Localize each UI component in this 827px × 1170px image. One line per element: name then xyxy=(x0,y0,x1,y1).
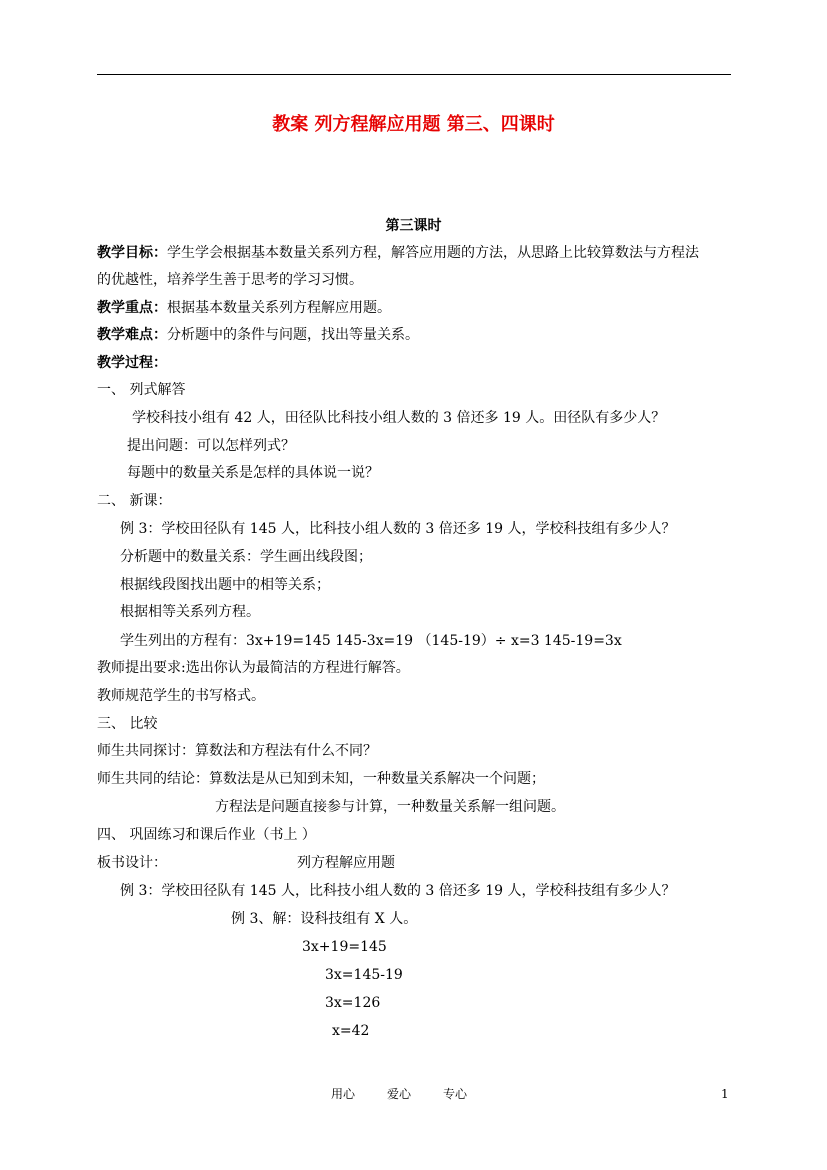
solution-step: 3x=126 xyxy=(325,995,381,1011)
board-example: 例 3：学校田径队有 145 人，比科技小组人数的 3 倍还多 19 人，学校科技组有多少人？ xyxy=(120,883,676,899)
teacher-requirement: 教师提出要求:选出你认为最简洁的方程进行解答。 xyxy=(97,660,410,676)
board-solution-intro: 例 3、解：设科技组有 X 人。 xyxy=(231,911,418,927)
part2-equations: 学生列出的方程有：3x+19=145 145-3x=19 （145-19）÷ x=3 145-19=3x xyxy=(120,633,622,649)
part3-line: 师生共同的结论：算数法是从已知到未知，一种数量关系解决一个问题； xyxy=(97,771,545,787)
part1-heading: 一、 列式解答 xyxy=(97,382,186,398)
solution-step: 3x=145-19 xyxy=(325,967,403,983)
solution-step: x=42 xyxy=(332,1023,370,1039)
part1-line: 每题中的数量关系是怎样的具体说一说？ xyxy=(127,465,379,481)
page-number: 1 xyxy=(721,1087,729,1101)
teaching-goal-text: 学生学会根据基本数量关系列方程，解答应用题的方法，从思路上比较算数法与方程法 xyxy=(167,245,699,261)
teaching-goal-text-continued: 的优越性，培养学生善于思考的学习习惯。 xyxy=(97,272,363,288)
teaching-goal-label: 教学目标： xyxy=(97,245,167,261)
teaching-process-label-text: 教学过程： xyxy=(97,355,167,371)
part3-heading: 三、 比较 xyxy=(97,716,158,732)
teaching-key-text: 根据基本数量关系列方程解应用题。 xyxy=(167,300,391,316)
part3-line: 师生共同探讨：算数法和方程法有什么不同？ xyxy=(97,743,377,759)
part2-line: 根据线段图找出题中的相等关系； xyxy=(120,577,330,593)
part4-heading: 四、 巩固练习和课后作业（书上 ） xyxy=(97,827,316,843)
header-rule xyxy=(97,74,731,75)
board-design-title: 列方程解应用题 xyxy=(297,855,395,871)
teaching-key-label: 教学重点： xyxy=(97,300,167,316)
part2-line: 例 3：学校田径队有 145 人，比科技小组人数的 3 倍还多 19 人，学校科技组有多少人？ xyxy=(120,521,676,537)
part1-line: 学校科技小组有 42 人，田径队比科技小组人数的 3 倍还多 19 人。田径队有多少人？ xyxy=(132,410,666,426)
teaching-difficulty-label: 教学难点： xyxy=(97,327,167,343)
footer-word: 专心 xyxy=(443,1087,468,1101)
teacher-format-note: 教师规范学生的书写格式。 xyxy=(97,688,265,704)
board-design-label: 板书设计： xyxy=(97,855,167,871)
footer-word: 用心 xyxy=(331,1087,356,1101)
part1-line: 提出问题：可以怎样列式？ xyxy=(127,438,295,454)
footer-word: 爱心 xyxy=(387,1087,412,1101)
teaching-difficulty-text: 分析题中的条件与问题，找出等量关系。 xyxy=(167,327,419,343)
teaching-goal xyxy=(97,243,699,263)
part2-line: 分析题中的数量关系：学生画出线段图； xyxy=(120,549,372,565)
part2-line: 根据相等关系列方程。 xyxy=(120,604,260,620)
solution-step: 3x+19=145 xyxy=(302,939,387,955)
teaching-process-label xyxy=(97,353,167,373)
part3-line: 方程法是问题直接参与计算，一种数量关系解一组问题。 xyxy=(215,799,565,815)
section-title: 第三课时 xyxy=(385,218,442,234)
part2-heading: 二、 新课： xyxy=(97,493,172,509)
document-title: 教案 列方程解应用题 第三、四课时 xyxy=(272,114,555,135)
teaching-key-point xyxy=(97,298,391,318)
teaching-difficulty xyxy=(97,325,419,345)
